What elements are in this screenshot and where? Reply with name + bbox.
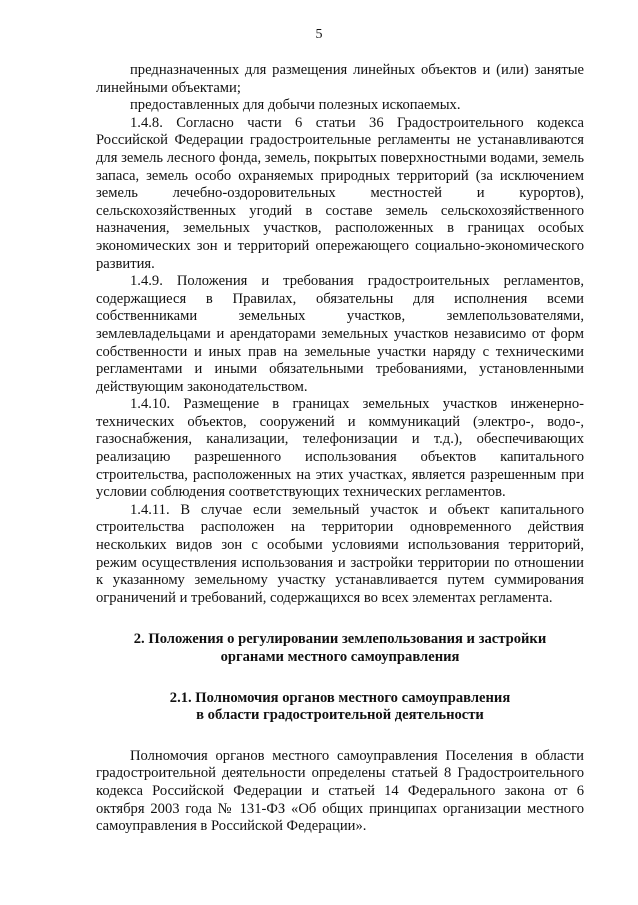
section-2-heading-line-2: органами местного самоуправления xyxy=(220,649,460,665)
paragraph-continuation: предназначенных для размещения линейных объектов и (или) занятые линейными объектами; xyxy=(96,62,584,96)
paragraph-1-4-10: 1.4.10. Размещение в границах земельных участков инженерно-технических объектов, сооружений и коммуникаций (электро-, водо-, газоснабжения, канализации, телефонизации и т.д.), обеспечивающих реализацию разрешенного использования объектов капитального строительства, расположенных на этих участках, является разрешенным при условии соблюдения соответствующих технических регламентов. xyxy=(96,396,584,501)
paragraph-1-4-11: 1.4.11. В случае если земельный участок и объект капитального строительства расположен на территории одновременного действия нескольких видов зон с особыми условиями использования территорий, режим осуществления использования и застройки территории по отношении к указанному земельному участку устанавливается путем суммирования ограничений и требований, содержащихся во всех элементах регламента. xyxy=(96,501,584,606)
section-2-1-heading-line-2: в области градостроительной деятельности xyxy=(196,707,484,724)
page-number: 5 xyxy=(315,27,323,42)
section-2-1-heading xyxy=(96,690,584,725)
section-2-heading-line-1: 2. Положения о регулировании землепользования и застройки xyxy=(133,631,547,648)
paragraph-mining: предоставленных для добычи полезных ископаемых. xyxy=(130,97,461,114)
section-2-1-heading-line-1: 2.1. Полномочия органов местного самоуправления xyxy=(169,689,511,706)
paragraph-powers: Полномочия органов местного самоуправления Поселения в области градостроительной деятельности определены статьей 8 Градостроительного кодекса Российской Федерации и статьей 14 Федерального закона от 6 октября 2003 года № 131-ФЗ «Об общих принципах организации местного самоуправления в Российской Федерации». xyxy=(96,747,584,835)
paragraph-1-4-8: 1.4.8. Согласно части 6 статьи 36 Градостроительного кодекса Российской Федерации градостроительные регламенты не устанавливаются для земель лесного фонда, земель, покрытых поверхностными водами, земель запаса, земель особо охраняемых природных территорий (за исключением земель лечебно-оздоровительных местностей и курортов), сельскохозяйственных угодий в составе земель сельскохозяйственного назначения, земельных участков, расположенных в границах особых экономических зон и территорий опережающего социально-экономического развития. xyxy=(96,114,584,272)
paragraph-1-4-9: 1.4.9. Положения и требования градостроительных регламентов, содержащиеся в Правилах, обязательны для исполнения всеми собственниками земельных участков, землепользователями, землевладельцами и арендаторами земельных участков независимо от форм собственности и иных прав на земельные участки наряду с техническими регламентами и иными обязательными требованиями, установленными действующим законодательством. xyxy=(96,273,584,395)
section-2-heading xyxy=(96,631,584,666)
document-body xyxy=(96,62,584,836)
